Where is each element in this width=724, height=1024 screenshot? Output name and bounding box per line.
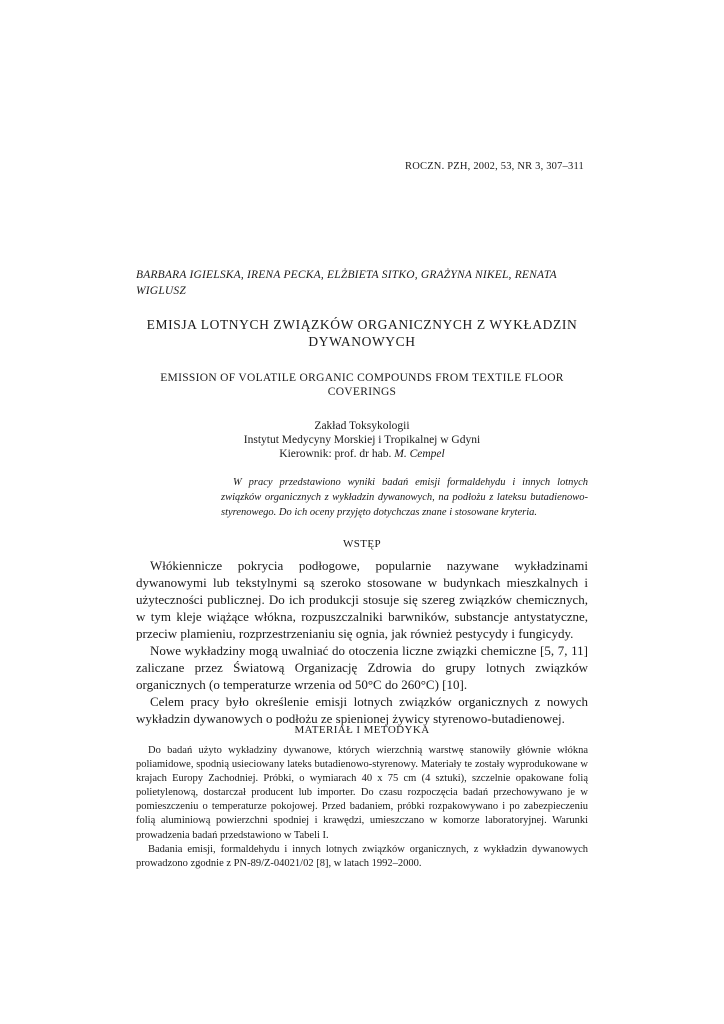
intro-paragraph: Nowe wykładziny mogą uwalniać do otoczenia liczne związki chemiczne [5, 7, 11] zaliczane przez Światową Organizację Zdrowia do grupy lotnych związków organicznych (o temperaturze wrzenia od 50°C do 260°C) [10]. <box>136 643 588 692</box>
department-head <box>136 447 588 461</box>
abstract: W pracy przedstawiono wyniki badań emisji formaldehydu i innych lotnych związków organicznych z wykładzin dywanowych, na podłożu z lateksu butadienowo-styrenowego. Do ich oceny przyjęto dotychczas znane i stosowane kryteria. <box>221 477 588 518</box>
methods-paragraph: Do badań użyto wykładziny dywanowe, których wierzchnią warstwę stanowiły głównie włókna poliamidowe, spodnią usieciowany lateks butadienowo-styrenowy. Materiały te zostały wyprodukowane w krajach Europy Zachodniej. Próbki, o wymiarach 40 x 75 cm (4 sztuki), szczelnie opakowane folią polietylenową, dostarczał producent lub importer. Do czasu rozpoczęcia badań przechowywano je w pomieszczeniu o temperaturze pokojowej. Przed badaniem, próbki rozpakowywano i po zabezpieczeniu folią aluminiową powierzchni spodniej i krawędzi, umieszczano w komorze laboratoryjnej. Warunki prowadzenia badań przedstawiono w Tabeli I. <box>136 745 588 841</box>
institute: Instytut Medycyny Morskiej i Tropikalnej w Gdyni <box>243 434 481 446</box>
intro-paragraph: Celem pracy było określenie emisji lotnych związków organicznych z nowych wykładzin dywanowych o podłożu ze spienionej żywicy styrenowo-butadienowej. <box>136 694 588 726</box>
methods-body <box>136 744 588 871</box>
section-heading-intro: WSTĘP <box>342 538 382 550</box>
affiliation <box>136 419 588 461</box>
journal-reference: ROCZN. PZH, 2002, 53, NR 3, 307–311 <box>405 161 584 172</box>
section-heading-methods: MATERIAŁ I METODYKA <box>294 724 430 736</box>
intro-body <box>136 557 588 727</box>
methods-paragraph: Badania emisji, formaldehydu i innych lotnych związków organicznych, z wykładzin dywanowych prowadzono zgodnie z PN-89/Z-04021/02 [8], w latach 1992–2000. <box>136 843 588 869</box>
author-list: BARBARA IGIELSKA, IRENA PECKA, ELŻBIETA SITKO, GRAŻYNA NIKEL, RENATA WIGLUSZ <box>136 269 557 297</box>
title-english: EMISSION OF VOLATILE ORGANIC COMPOUNDS FROM TEXTILE FLOOR COVERINGS <box>160 372 564 398</box>
head-prefix: Kierownik: prof. dr hab. <box>279 448 392 460</box>
head-name: M. Cempel <box>394 448 445 460</box>
department: Zakład Toksykologii <box>314 420 410 432</box>
intro-paragraph: Włókiennicze pokrycia podłogowe, popularnie nazywane wykładzinami dywanowymi lub tekstylnymi są szeroko stosowane w budynkach mieszkalnych i użyteczności publicznej. Do ich produkcji stosuje się szereg związków chemicznych, w tym kleje wiążące włókna, rozpuszczalniki barwników, substancje antystatyczne, przeciw plamieniu, rozprzestrzenianiu się ognia, jak również pestycydy i fungicydy. <box>136 558 588 641</box>
title-polish: EMISJA LOTNYCH ZWIĄZKÓW ORGANICZNYCH Z WYKŁADZIN DYWANOWYCH <box>146 317 578 349</box>
